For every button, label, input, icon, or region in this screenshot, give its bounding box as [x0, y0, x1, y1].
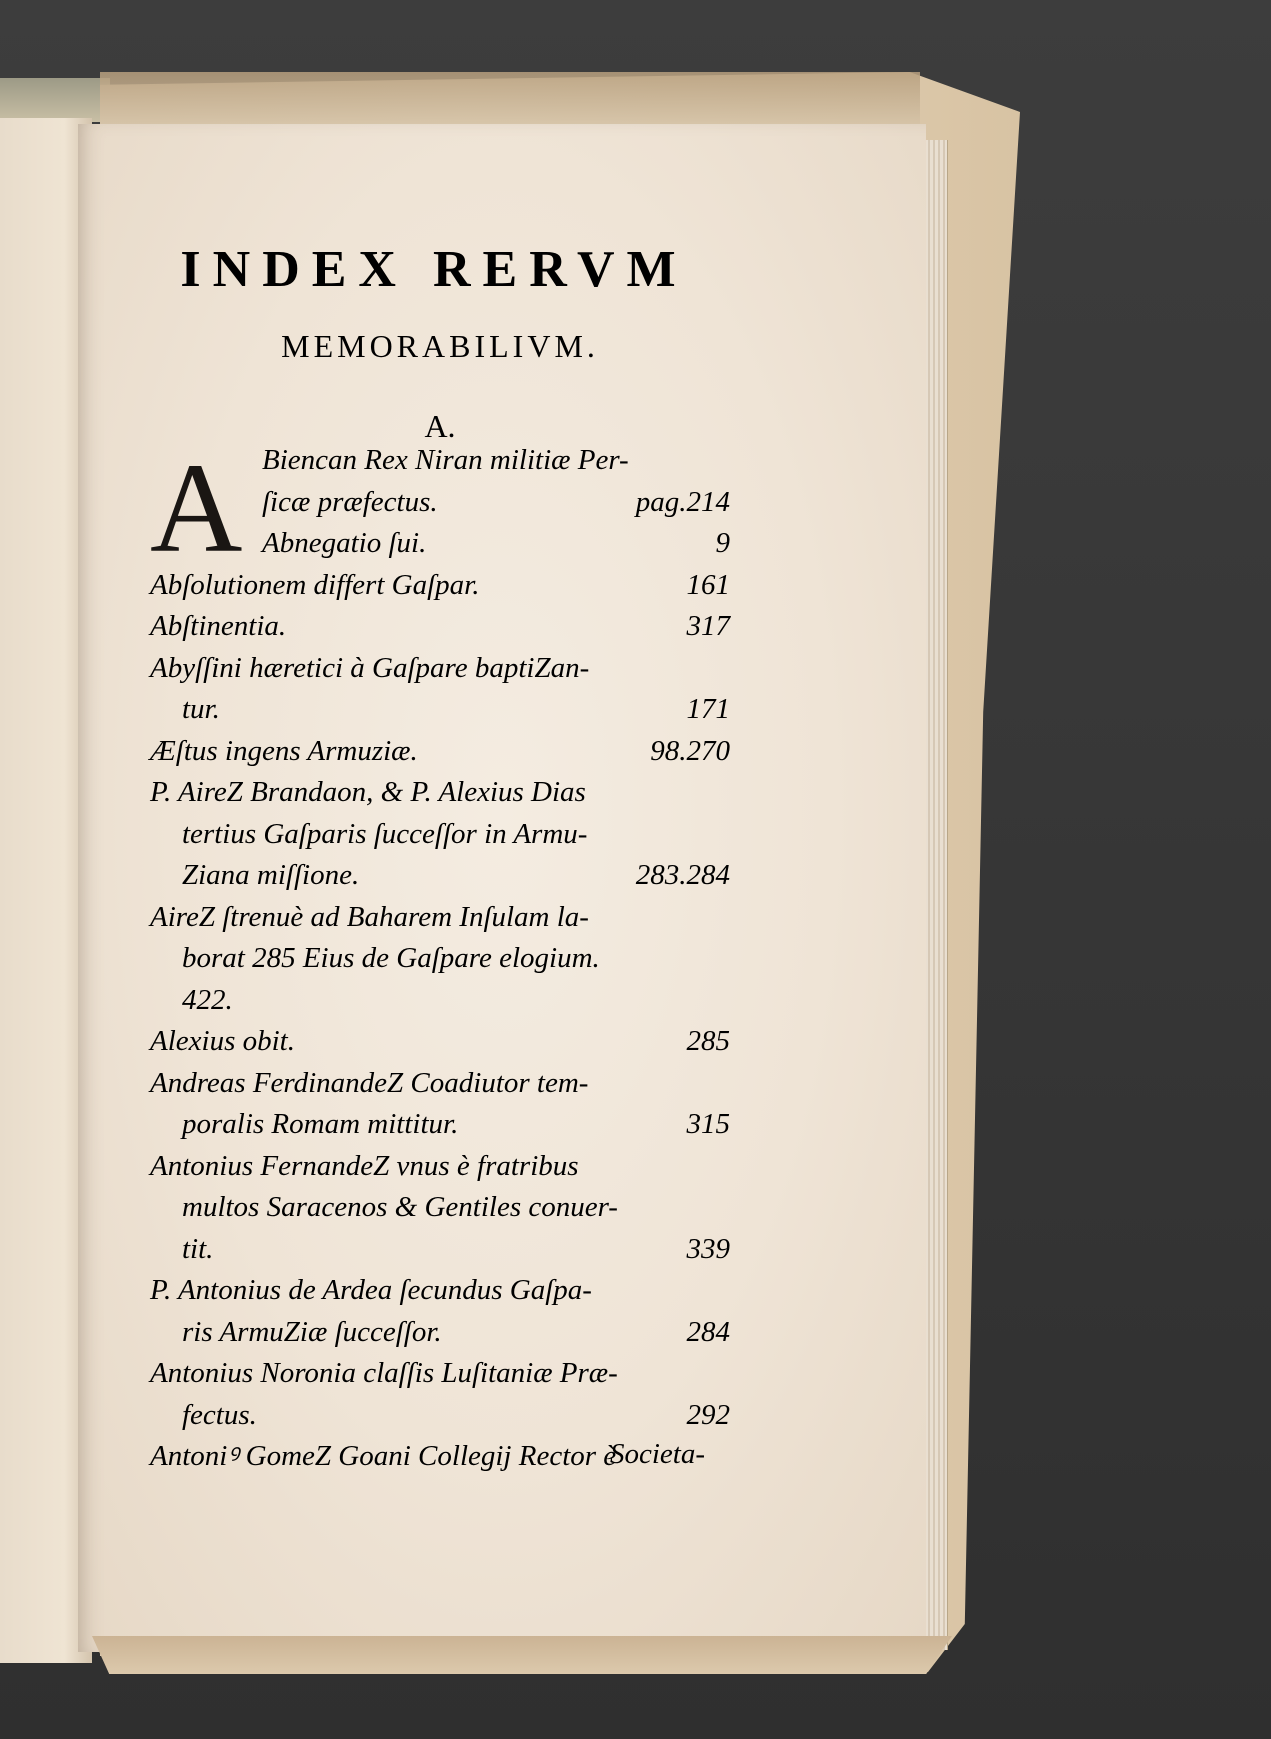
index-line [150, 606, 730, 648]
index-line [150, 814, 730, 856]
entry-text: Antonius Noronia claſſis Luſitaniæ Præ- [150, 1357, 618, 1389]
entry-text: borat 285 Eius de Gaſpare elogium. [182, 942, 600, 974]
index-line [150, 1229, 730, 1271]
entry-text: Antoniꝰ GomeZ Goani Collegij Rector è [150, 1440, 617, 1472]
entry-page-number: 171 [686, 693, 730, 725]
page-subtitle: MEMORABILIVM. [281, 328, 599, 364]
entry-text: ſicæ præfectus. [262, 485, 438, 518]
entry-text: Abſolutionem differt Gaſpar. [150, 568, 480, 601]
entry-text: ris ArmuZiæ ſucceſſor. [182, 1315, 442, 1348]
entry-text: tertius Gaſparis ſucceſſor in Armu- [182, 817, 588, 850]
index-line [150, 440, 730, 482]
index-line [150, 772, 730, 814]
entry-page-number: 98.270 [650, 734, 730, 767]
entry-text: fectus. [182, 1398, 257, 1431]
entry-text: multos Saracenos & Gentiles conuer- [182, 1191, 618, 1223]
index-line [150, 1104, 730, 1146]
entry-page-number: 292 [686, 1398, 730, 1431]
index-line [150, 938, 730, 980]
index-line [150, 897, 730, 939]
entry-page-number: 339 [686, 1232, 730, 1265]
entry-page-number: 284 [686, 1315, 730, 1348]
index-line [150, 1021, 730, 1063]
entry-page-number: 283.284 [635, 859, 730, 891]
index-line [150, 1063, 730, 1105]
entry-text: Andreas FerdinandeZ Coadiutor tem- [150, 1066, 589, 1099]
entry-page-number: 285 [686, 1025, 730, 1057]
entry-text: AireZ ſtrenuè ad Baharem Inſulam la- [150, 900, 589, 933]
cover-bottom-edge [92, 1636, 952, 1674]
index-line [150, 482, 730, 524]
section-letter: A. [424, 408, 456, 444]
entry-text: P. Antonius de Ardea ſecundus Gaſpa- [150, 1274, 592, 1306]
index-line [150, 523, 730, 565]
entry-text: Abyſſini hæretici à Gaſpare baptiZan- [150, 651, 590, 684]
entry-text: Ziana miſſione. [182, 859, 360, 891]
index-line [150, 1270, 730, 1312]
entry-page-number: pag.214 [635, 485, 730, 518]
index-line [150, 1187, 730, 1229]
page-title: INDEX RERVM [180, 241, 688, 298]
entry-text: P. AireZ Brandaon, & P. Alexius Dias [150, 776, 586, 808]
index-line [150, 1395, 730, 1437]
index-line [150, 1312, 730, 1354]
entry-page-number: 315 [686, 1108, 730, 1140]
entry-text: Abſtinentia. [150, 610, 287, 642]
entry-text: tur. [182, 693, 220, 725]
entry-text: Antonius FernandeZ vnus è fratribus [150, 1149, 579, 1182]
index-entries [150, 437, 730, 1478]
index-line [150, 1353, 730, 1395]
left-page-top-edge [0, 78, 110, 122]
index-line [150, 689, 730, 731]
index-line [150, 565, 730, 607]
catchword: Societa- [610, 1438, 706, 1470]
drop-cap: A [150, 437, 243, 579]
entry-text: poralis Romam mittitur. [182, 1108, 459, 1140]
index-line [150, 648, 730, 690]
entry-page-number: 317 [686, 610, 730, 642]
index-line [150, 855, 730, 897]
entry-text: Abnegatio ſui. [262, 527, 427, 559]
entry-text: Alexius obit. [150, 1025, 295, 1057]
cover-top-edge [100, 72, 920, 132]
entry-page-number: 9 [715, 527, 730, 559]
entry-text: 422. [182, 983, 233, 1016]
entry-text: tit. [182, 1232, 214, 1265]
entry-page-number: 161 [686, 568, 730, 601]
entry-text: Biencan Rex Niran militiæ Per- [262, 444, 629, 476]
entry-text: Æſtus ingens Armuziæ. [150, 734, 418, 767]
index-line [150, 731, 730, 773]
index-line [150, 1146, 730, 1188]
index-line [150, 980, 730, 1022]
